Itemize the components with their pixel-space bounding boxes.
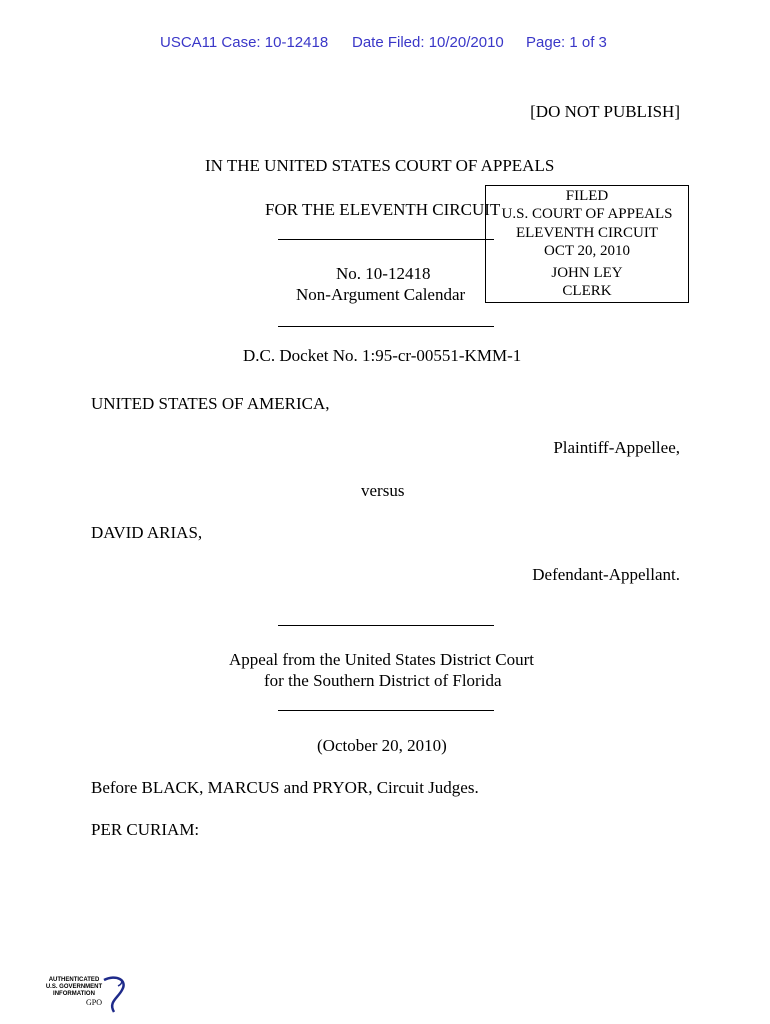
eagle-swoosh-icon	[104, 978, 124, 1012]
defendant-role: Defendant-Appellant.	[532, 565, 680, 584]
filed-stamp	[485, 185, 689, 303]
versus-label: versus	[361, 481, 405, 500]
appeal-line1: Appeal from the United States District Court	[229, 650, 534, 669]
divider-rule	[278, 710, 494, 711]
court-title-line1: IN THE UNITED STATES COURT OF APPEALS	[205, 156, 555, 175]
panel-judges: Before BLACK, MARCUS and PRYOR, Circuit Judges.	[91, 778, 479, 797]
docket-number: D.C. Docket No. 1:95-cr-00551-KMM-1	[243, 346, 522, 365]
logo-text: INFORMATION	[53, 991, 95, 997]
divider-rule	[278, 239, 494, 240]
divider-rule	[278, 326, 494, 327]
filed-stamp-line: JOHN LEY	[551, 265, 623, 281]
court-title-line2: FOR THE ELEVENTH CIRCUIT	[265, 200, 501, 219]
calendar-type: Non-Argument Calendar	[296, 285, 466, 304]
plaintiff-name: UNITED STATES OF AMERICA,	[91, 394, 330, 413]
filed-stamp-line: OCT 20, 2010	[544, 243, 630, 259]
logo-text: GPO	[85, 998, 103, 1007]
defendant-name: DAVID ARIAS,	[91, 523, 203, 542]
gpo-authenticated-logo	[44, 972, 134, 1016]
per-curiam-label: PER CURIAM:	[91, 820, 200, 839]
filed-stamp-line: FILED	[565, 188, 609, 204]
do-not-publish-label: [DO NOT PUBLISH]	[530, 102, 680, 121]
filed-stamp-line: U.S. COURT OF APPEALS	[501, 206, 673, 222]
decision-date: (October 20, 2010)	[317, 736, 447, 755]
case-number: No. 10-12418	[336, 264, 431, 283]
plaintiff-role: Plaintiff-Appellee,	[553, 438, 680, 457]
filed-stamp-line: ELEVENTH CIRCUIT	[515, 225, 659, 241]
case-number-header: USCA11 Case: 10-12418	[160, 34, 329, 51]
appeal-line2: for the Southern District of Florida	[264, 671, 502, 690]
page-number-header: Page: 1 of 3	[526, 34, 607, 51]
filed-stamp-line: CLERK	[562, 283, 612, 299]
logo-text: AUTHENTICATED	[48, 977, 100, 983]
divider-rule	[278, 625, 494, 626]
logo-text: U.S. GOVERNMENT	[45, 984, 103, 990]
date-filed-header: Date Filed: 10/20/2010	[352, 34, 504, 51]
